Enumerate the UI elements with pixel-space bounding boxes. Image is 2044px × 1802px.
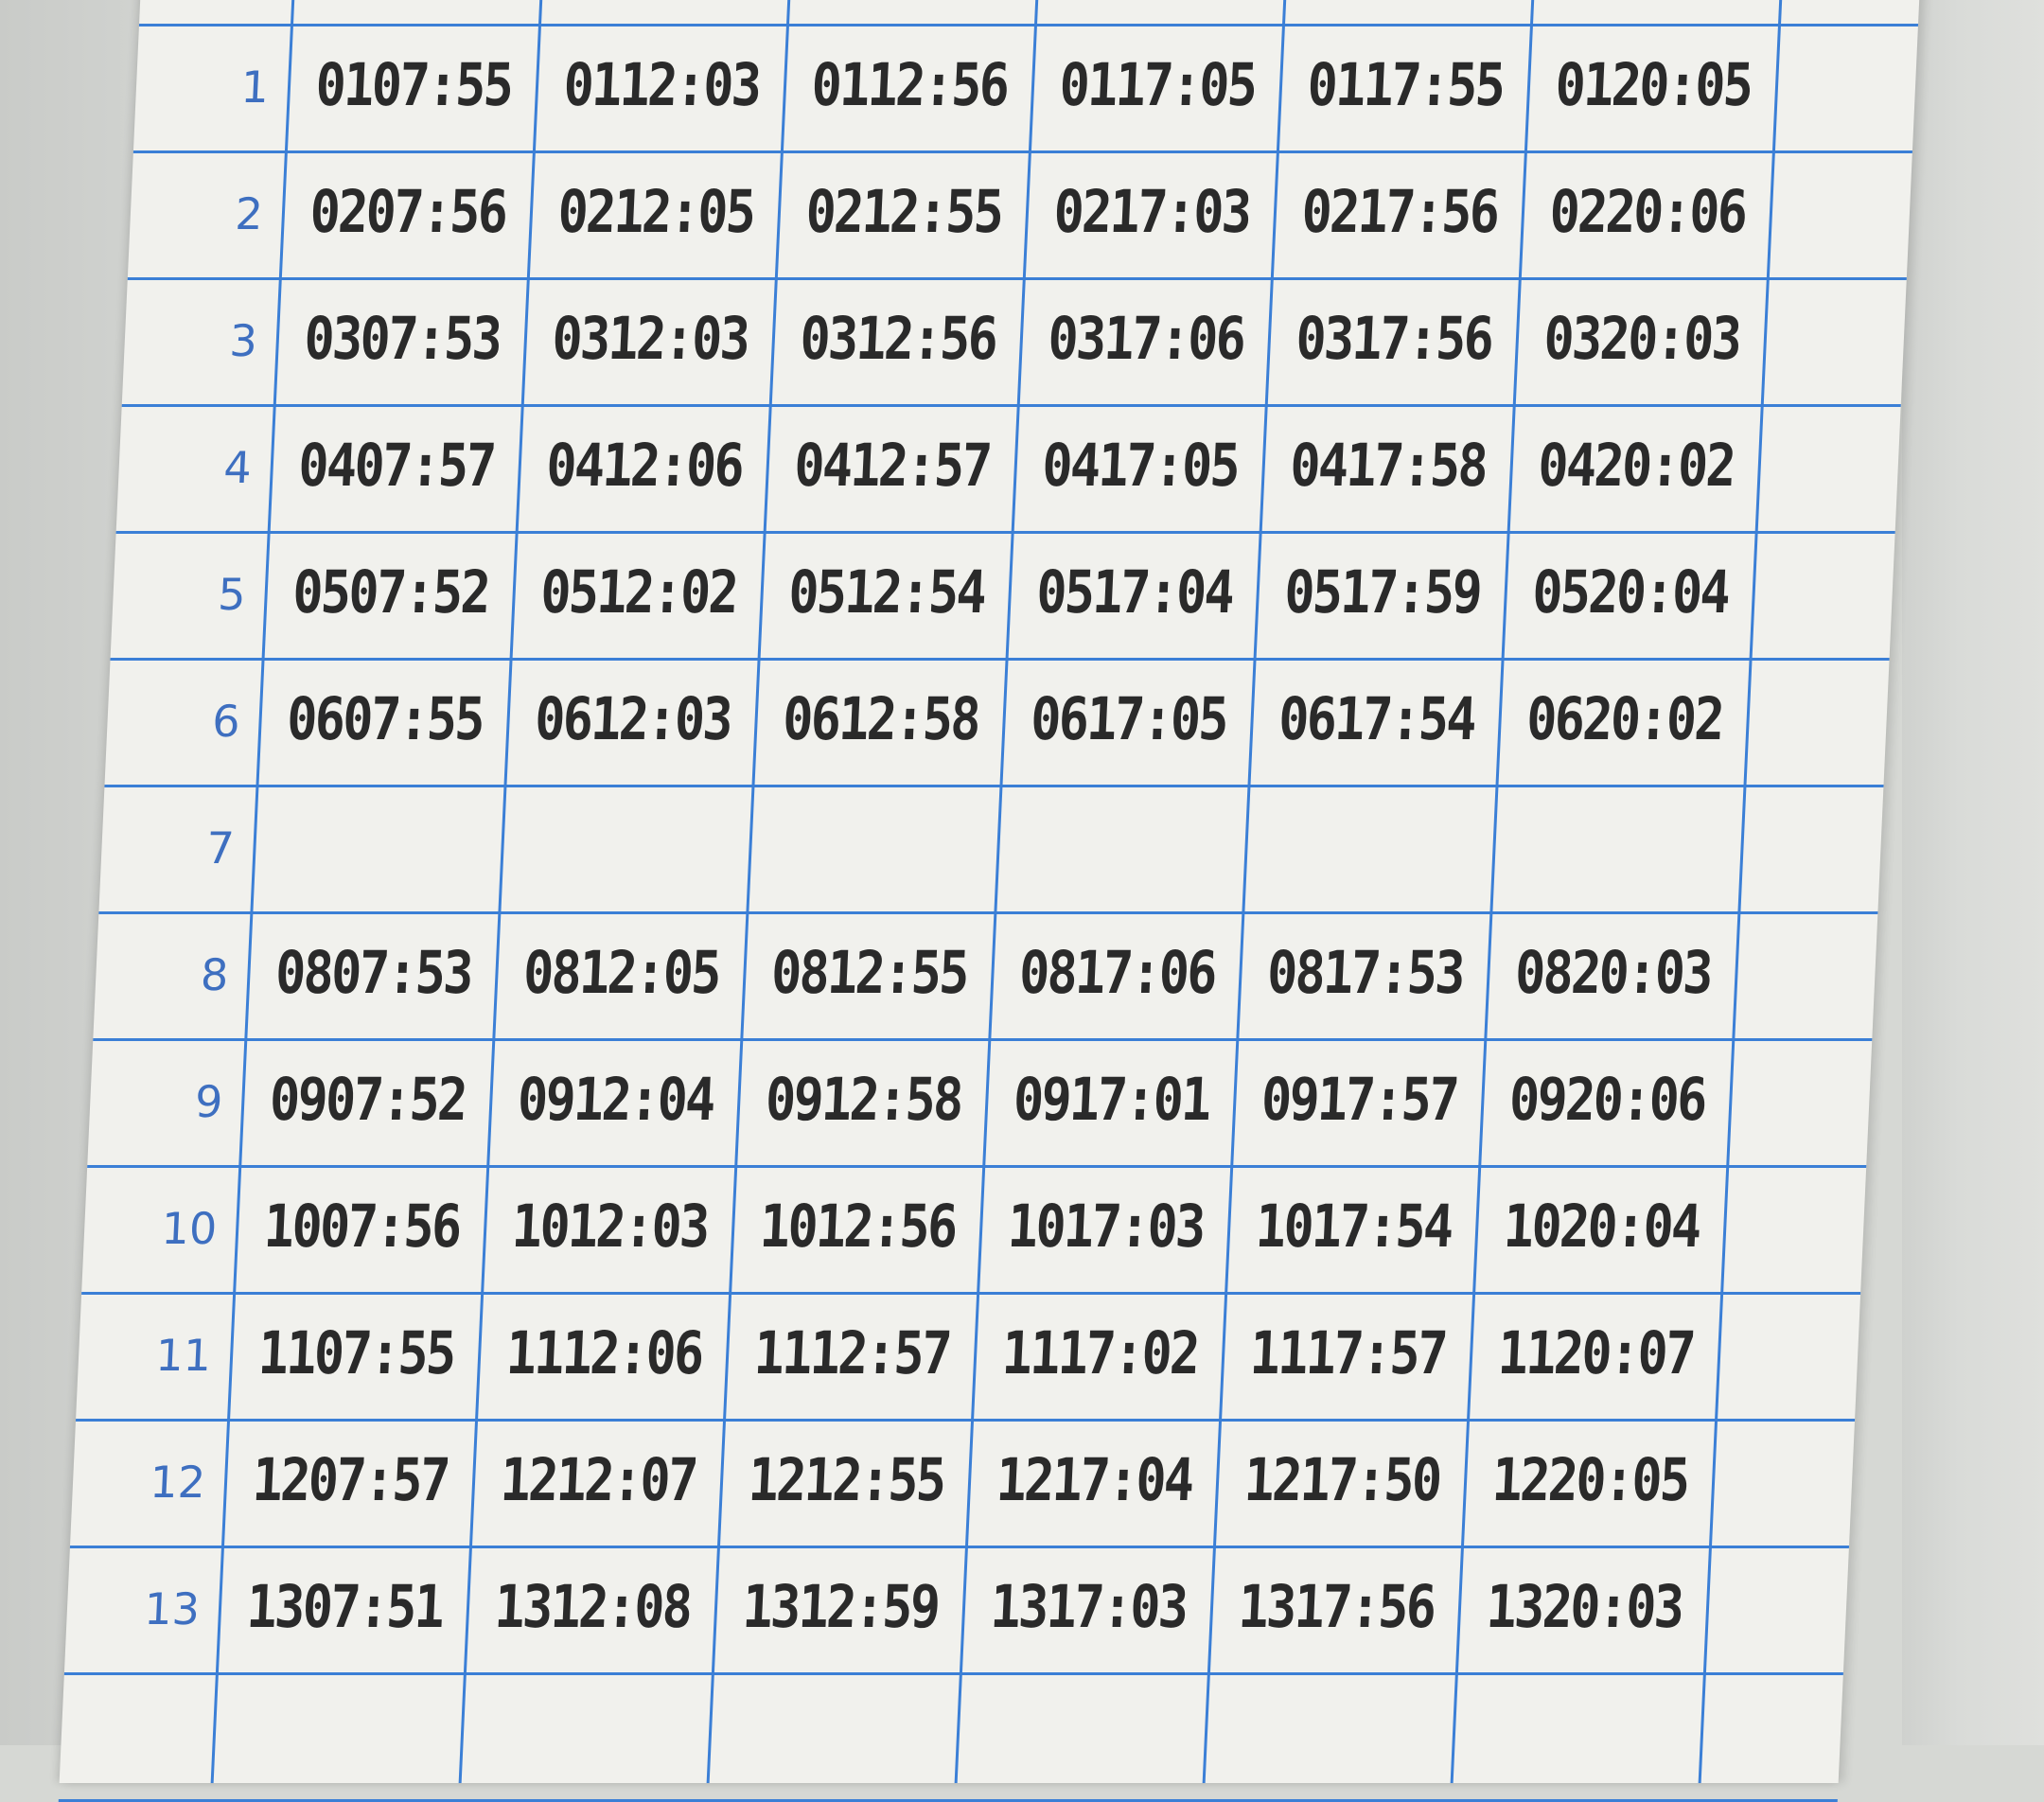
time-cell: 0820:03 xyxy=(1513,938,1713,1007)
grid-vline xyxy=(707,0,792,1783)
time-cell: 0520:04 xyxy=(1530,557,1730,627)
time-cell: 0420:02 xyxy=(1536,431,1736,500)
time-cell: 1307:51 xyxy=(245,1572,445,1641)
time-cell: 0612:03 xyxy=(533,684,732,753)
row-number: 11 xyxy=(154,1330,213,1381)
row-number: 3 xyxy=(228,315,259,366)
row-number: 7 xyxy=(204,822,236,874)
time-cell: 0617:05 xyxy=(1029,684,1228,753)
time-cell: 1117:02 xyxy=(1000,1318,1200,1387)
time-cell: 1207:57 xyxy=(251,1445,450,1514)
row-number: 5 xyxy=(217,569,247,620)
time-cell: 1012:56 xyxy=(758,1192,958,1261)
time-cell: 0207:56 xyxy=(308,177,508,246)
time-cell: 0617:54 xyxy=(1277,684,1476,753)
time-cell: 0517:04 xyxy=(1034,557,1234,627)
row-number: 2 xyxy=(234,188,265,239)
time-cell: 0912:04 xyxy=(516,1065,715,1134)
row-number-partial xyxy=(50,1739,193,1767)
grid-vline xyxy=(955,0,1040,1783)
grid-vline xyxy=(211,0,296,1783)
time-cell: 0512:54 xyxy=(786,557,986,627)
grid-hline xyxy=(116,531,1895,534)
time-cell: 1117:57 xyxy=(1248,1318,1448,1387)
time-cell: 0112:56 xyxy=(810,50,1010,119)
time-cell: 1317:03 xyxy=(989,1572,1189,1641)
time-cell: 0217:56 xyxy=(1300,177,1500,246)
time-cell: 1312:08 xyxy=(493,1572,693,1641)
time-cell: 0312:56 xyxy=(798,304,997,373)
time-cell: 0212:55 xyxy=(804,177,1004,246)
time-cell: 0412:06 xyxy=(544,431,744,500)
time-cell: 0120:05 xyxy=(1554,50,1753,119)
time-cell: 0620:02 xyxy=(1524,684,1724,753)
time-cell: 0417:58 xyxy=(1288,431,1488,500)
time-cell: 1112:57 xyxy=(752,1318,952,1387)
grid-hline xyxy=(87,1165,1866,1168)
grid-hline xyxy=(104,785,1883,787)
time-cell: 0517:59 xyxy=(1282,557,1482,627)
grid-hline xyxy=(110,658,1889,661)
time-cell: 0407:57 xyxy=(296,431,496,500)
time-cell: 1112:06 xyxy=(504,1318,704,1387)
time-cell: 1107:55 xyxy=(256,1318,456,1387)
time-card xyxy=(60,0,1921,1783)
time-cell: 0220:06 xyxy=(1548,177,1748,246)
time-cell: 0807:53 xyxy=(273,938,473,1007)
time-cell: 1017:03 xyxy=(1006,1192,1206,1261)
time-cell: 1012:03 xyxy=(510,1192,710,1261)
time-cell: 0920:06 xyxy=(1507,1065,1707,1134)
grid-hline xyxy=(64,1672,1843,1675)
grid-vline xyxy=(459,0,544,1783)
time-cell: 0112:03 xyxy=(562,50,762,119)
row-number: 9 xyxy=(193,1076,224,1127)
time-cell: 0817:06 xyxy=(1017,938,1217,1007)
time-grid xyxy=(60,0,1921,1783)
time-cell: 0117:05 xyxy=(1058,50,1258,119)
time-cell: 0317:56 xyxy=(1294,304,1493,373)
time-cell: 1017:54 xyxy=(1254,1192,1454,1261)
grid-hline xyxy=(70,1546,1849,1548)
grid-hline xyxy=(139,24,1918,26)
row-number: 4 xyxy=(222,442,253,493)
time-cell: 0817:53 xyxy=(1265,938,1465,1007)
grid-hline xyxy=(98,911,1877,914)
time-cell: 0117:55 xyxy=(1306,50,1506,119)
time-cell: 0917:57 xyxy=(1260,1065,1459,1134)
time-cell: 1312:59 xyxy=(741,1572,941,1641)
time-cell: 0312:03 xyxy=(550,304,749,373)
grid-vline xyxy=(1451,0,1536,1783)
grid-hline xyxy=(133,150,1912,153)
grid-hline xyxy=(81,1292,1860,1295)
grid-hline xyxy=(76,1419,1855,1422)
time-cell: 0417:05 xyxy=(1040,431,1240,500)
row-number: 12 xyxy=(149,1457,207,1508)
time-cell: 1217:50 xyxy=(1242,1445,1442,1514)
time-cell: 1007:56 xyxy=(262,1192,462,1261)
time-cell: 0317:06 xyxy=(1046,304,1245,373)
time-cell: 1320:03 xyxy=(1485,1572,1684,1641)
time-cell: 1212:07 xyxy=(499,1445,698,1514)
time-cell: 0612:58 xyxy=(781,684,980,753)
grid-vline xyxy=(1699,0,1784,1783)
time-cell: 0307:53 xyxy=(302,304,502,373)
background-right xyxy=(1902,0,2044,1745)
row-number: 13 xyxy=(143,1583,202,1634)
time-cell: 1317:56 xyxy=(1237,1572,1436,1641)
time-cell: 0512:02 xyxy=(538,557,738,627)
time-cell: 0412:57 xyxy=(792,431,992,500)
time-cell: 0912:58 xyxy=(764,1065,963,1134)
time-cell: 1212:55 xyxy=(747,1445,946,1514)
time-cell: 0907:52 xyxy=(268,1065,467,1134)
grid-hline xyxy=(122,404,1901,407)
grid-vline xyxy=(1203,0,1288,1783)
row-number: 6 xyxy=(211,696,241,747)
grid-hline xyxy=(93,1038,1872,1041)
time-cell: 0217:03 xyxy=(1052,177,1252,246)
time-cell: 0607:55 xyxy=(285,684,485,753)
time-cell: 1220:05 xyxy=(1490,1445,1690,1514)
time-cell: 0107:55 xyxy=(314,50,514,119)
time-cell: 0320:03 xyxy=(1542,304,1741,373)
time-cell: 0507:52 xyxy=(291,557,490,627)
grid-hline xyxy=(128,277,1907,280)
time-cell: 1120:07 xyxy=(1496,1318,1696,1387)
row-number: 10 xyxy=(160,1203,219,1254)
time-cell: 0212:05 xyxy=(556,177,756,246)
row-number: 8 xyxy=(199,949,230,1000)
time-cell: 1217:04 xyxy=(995,1445,1194,1514)
time-cell: 0812:55 xyxy=(769,938,969,1007)
time-cell: 1020:04 xyxy=(1502,1192,1701,1261)
time-cell: 0812:05 xyxy=(521,938,721,1007)
row-number: 1 xyxy=(239,62,271,113)
time-cell: 0917:01 xyxy=(1012,1065,1211,1134)
